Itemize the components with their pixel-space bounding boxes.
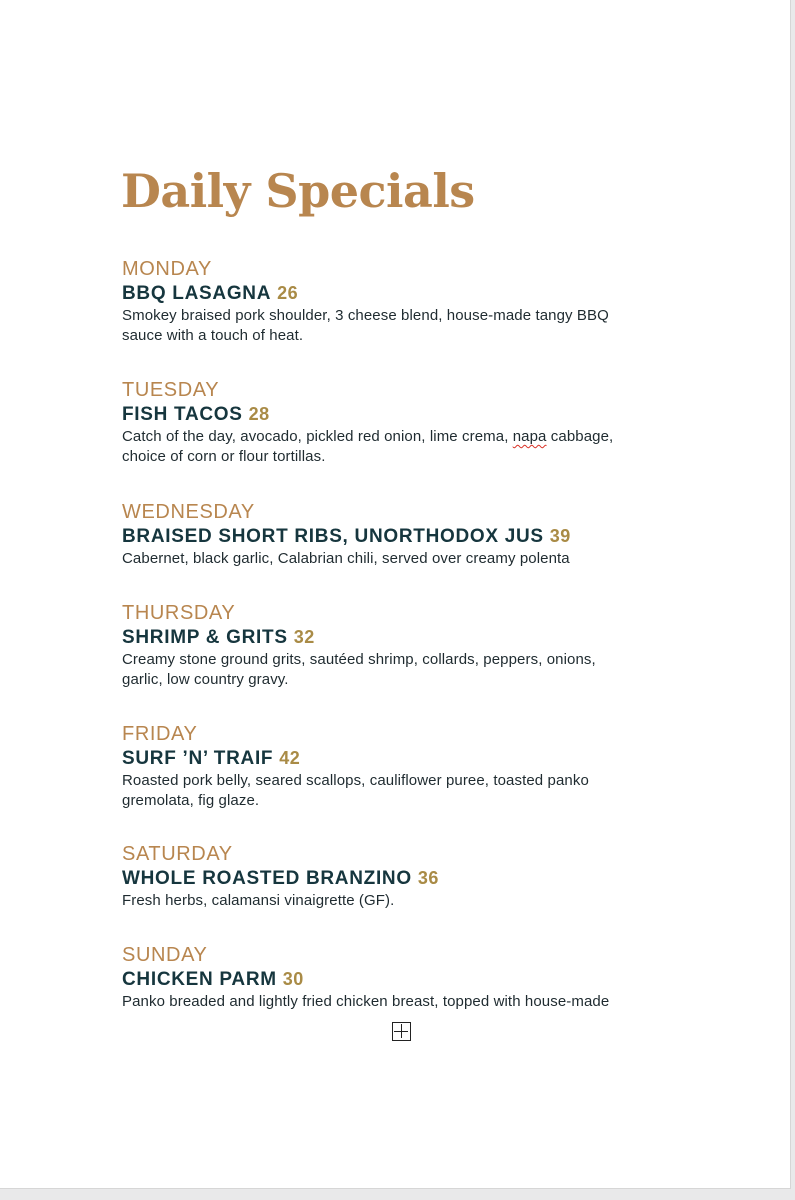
description-line — [122, 427, 682, 447]
dish-price: 39 — [549, 526, 571, 546]
description-line: Panko breaded and lightly fried chicken breast, topped with house-made — [122, 993, 610, 1010]
day-label: FRIDAY — [122, 723, 198, 745]
description-line: Smokey braised pork shoulder, 3 cheese blend, house-made tangy BBQ — [122, 307, 609, 324]
dish-title: BBQ LASAGNA — [122, 283, 272, 304]
dish-description — [122, 306, 682, 345]
plus-square-icon[interactable] — [392, 1022, 411, 1041]
dish-name — [122, 281, 682, 306]
description-line: Creamy stone ground grits, sautéed shrimp, collards, peppers, onions, — [122, 651, 596, 668]
dish-description — [122, 427, 682, 466]
description-line: Roasted pork belly, seared scallops, cauliflower puree, toasted panko — [122, 772, 589, 789]
dish-name — [122, 524, 682, 549]
day-label: MONDAY — [122, 258, 212, 280]
special-monday — [122, 257, 682, 345]
dish-description — [122, 650, 682, 689]
dish-title: BRAISED SHORT RIBS, UNORTHODOX JUS — [122, 526, 544, 547]
description-line: choice of corn or flour tortillas. — [122, 447, 326, 465]
special-tuesday — [122, 378, 682, 466]
special-saturday — [122, 842, 682, 911]
description-line: garlic, low country gravy. — [122, 670, 289, 688]
special-wednesday — [122, 500, 682, 569]
dish-price: 28 — [248, 404, 270, 424]
dish-title: WHOLE ROASTED BRANZINO — [122, 868, 412, 889]
dish-title: FISH TACOS — [122, 404, 243, 425]
day-label: SUNDAY — [122, 944, 208, 966]
dish-title: SHRIMP & GRITS — [122, 627, 288, 648]
page-title: Daily Specials — [121, 164, 475, 218]
description-text: cabbage, — [546, 428, 614, 445]
dish-title: CHICKEN PARM — [122, 969, 277, 990]
dish-price: 32 — [293, 627, 315, 647]
dish-description — [122, 992, 682, 1012]
description-line: Cabernet, black garlic, Calabrian chili, served over creamy polenta — [122, 550, 570, 567]
description-line: sauce with a touch of heat. — [122, 326, 304, 344]
dish-description — [122, 771, 682, 810]
day-label: THURSDAY — [122, 602, 236, 624]
description-text: Catch of the day, avocado, pickled red onion, lime crema, — [122, 428, 513, 445]
dish-description — [122, 891, 682, 911]
dish-description — [122, 549, 682, 569]
dish-price: 26 — [277, 283, 299, 303]
special-friday — [122, 722, 682, 810]
description-line: Fresh herbs, calamansi vinaigrette (GF). — [122, 892, 395, 909]
special-thursday — [122, 601, 682, 689]
dish-name — [122, 746, 682, 771]
dish-price: 42 — [279, 748, 301, 768]
special-sunday — [122, 943, 682, 1012]
dish-price: 30 — [282, 969, 304, 989]
dish-name — [122, 402, 682, 427]
description-line: gremolata, fig glaze. — [122, 791, 260, 809]
day-label: TUESDAY — [122, 379, 220, 401]
spellcheck-flagged-word[interactable]: napa — [512, 428, 547, 445]
dish-name — [122, 625, 682, 650]
dish-name — [122, 866, 682, 891]
day-label: WEDNESDAY — [122, 501, 255, 523]
dish-title: SURF ’N’ TRAIF — [122, 748, 274, 769]
day-label: SATURDAY — [122, 843, 233, 865]
dish-price: 36 — [417, 868, 439, 888]
dish-name — [122, 967, 682, 992]
